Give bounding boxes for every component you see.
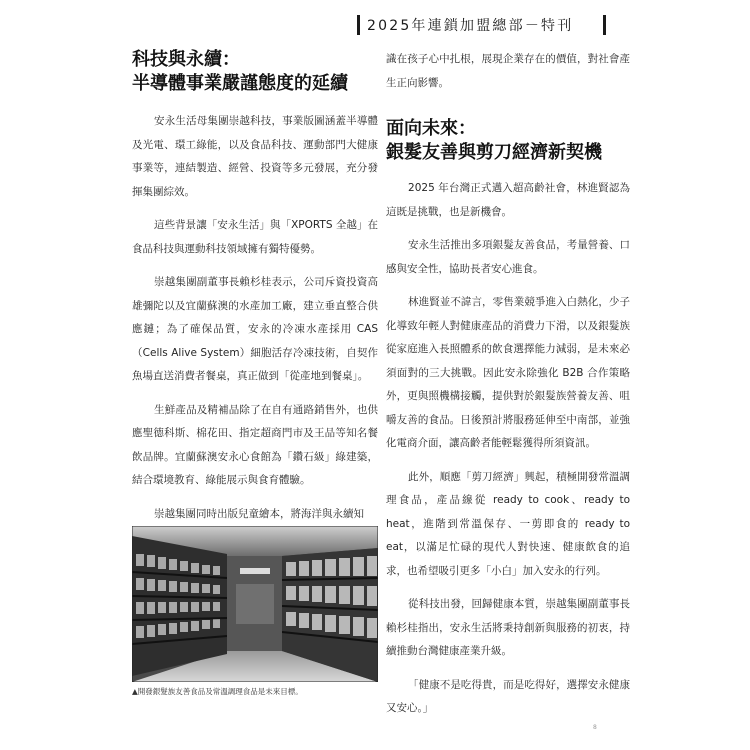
section-heading-tech	[132, 48, 378, 96]
paragraph: 從科技出發，回歸健康本質，崇越集團副董事長賴杉桂指出，安永生活將秉持創新與服務的初衷，持續推動台灣健康產業升級。	[386, 598, 630, 657]
paragraph: 安永生活母集團崇越科技，事業版圖涵蓋半導體及光電、環工綠能，以及食品科技、運動部門大健康事業等，連結製造、經營、投資等多元發展，充分發揮集團綜效。	[132, 115, 378, 198]
store-shelves-photo	[132, 526, 378, 682]
heading-line-2: 銀髮友善與剪刀經濟新契機	[386, 142, 602, 163]
heading-line-2: 半導體事業嚴謹態度的延續	[132, 73, 348, 94]
paragraph: 這些背景讓「安永生活」與「XPORTS 全越」在食品科技與運動科技領域擁有獨特優勢。	[132, 219, 378, 255]
paragraph: 安永生活推出多項銀髮友善食品，考量營養、口感與安全性，協助長者安心進食。	[386, 239, 630, 275]
paragraph: 崇越集團副董事長賴杉桂表示，公司斥資投資高雄彌陀以及宜蘭蘇澳的水產加工廠，建立垂直整合供應鏈；為了確保品質，安永的冷凍水產採用 CAS（Cells Alive System）細胞活存冷凍技術，自契作魚場直送消費者餐桌，真正做到「從產地到餐桌」。	[132, 276, 378, 382]
heading-line-1: 科技與永續：	[132, 49, 240, 70]
page-number: 8	[593, 724, 597, 731]
store-shelves-illustration	[132, 526, 378, 682]
paragraph: 林進賢並不諱言，零售業競爭進入白熱化，少子化導致年輕人對健康產品的消費力下滑，以及銀髮族從家庭進入長照體系的飲食選擇能力減弱，是未來必須面對的三大挑戰。因此安永除強化 B2B 合作策略外，更與照機構接觸，提供對於銀髮族營養友善、咀嚼友善的食品。日後預計將服務延伸至中南部，並強化電商介面，讓高齡者能輕鬆獲得所須資訊。	[386, 296, 630, 449]
continued-paragraph: 識在孩子心中扎根，展現企業存在的價值，對社會產生正向影響。	[386, 53, 630, 89]
paragraph: 生鮮產品及精補品除了在自有通路銷售外，也供應聖德科斯、棉花田、指定超商門市及王品等知名餐飲品牌。宜蘭蘇澳安永心食館為「鑽石級」綠建築，結合環境教育、綠能展示與食育體驗。	[132, 403, 378, 486]
paragraph: 崇越集團同時出版兒童繪本，將海洋與永續知	[154, 507, 365, 520]
paragraph: 「健康不是吃得貴，而是吃得好，選擇安永健康又安心。」	[386, 678, 630, 714]
photo-caption: ▲開發銀髮族友善食品及常溫調理食品是未來目標。	[132, 687, 303, 696]
left-column	[132, 48, 378, 536]
section-heading-future	[386, 117, 630, 165]
running-header	[357, 14, 627, 36]
header-left-bar	[357, 15, 360, 35]
heading-line-1: 面向未來：	[386, 118, 476, 139]
paragraph: 2025 年台灣正式邁入超高齡社會，林進賢認為這既是挑戰，也是新機會。	[386, 182, 630, 218]
header-right-bar	[603, 15, 606, 35]
header-title: 2025年連鎖加盟總部－特刊	[367, 18, 574, 34]
right-column	[386, 48, 630, 731]
paragraph: 此外，順應「剪刀經濟」興起，積極開發常溫調理食品，產品線從 ready to cook、ready to heat，進階到常溫保存、一剪即食的 ready to eat，以滿足忙碌的現代人對快速、健康飲食的追求，也希望吸引更多「小白」加入安永的行列。	[386, 470, 630, 577]
